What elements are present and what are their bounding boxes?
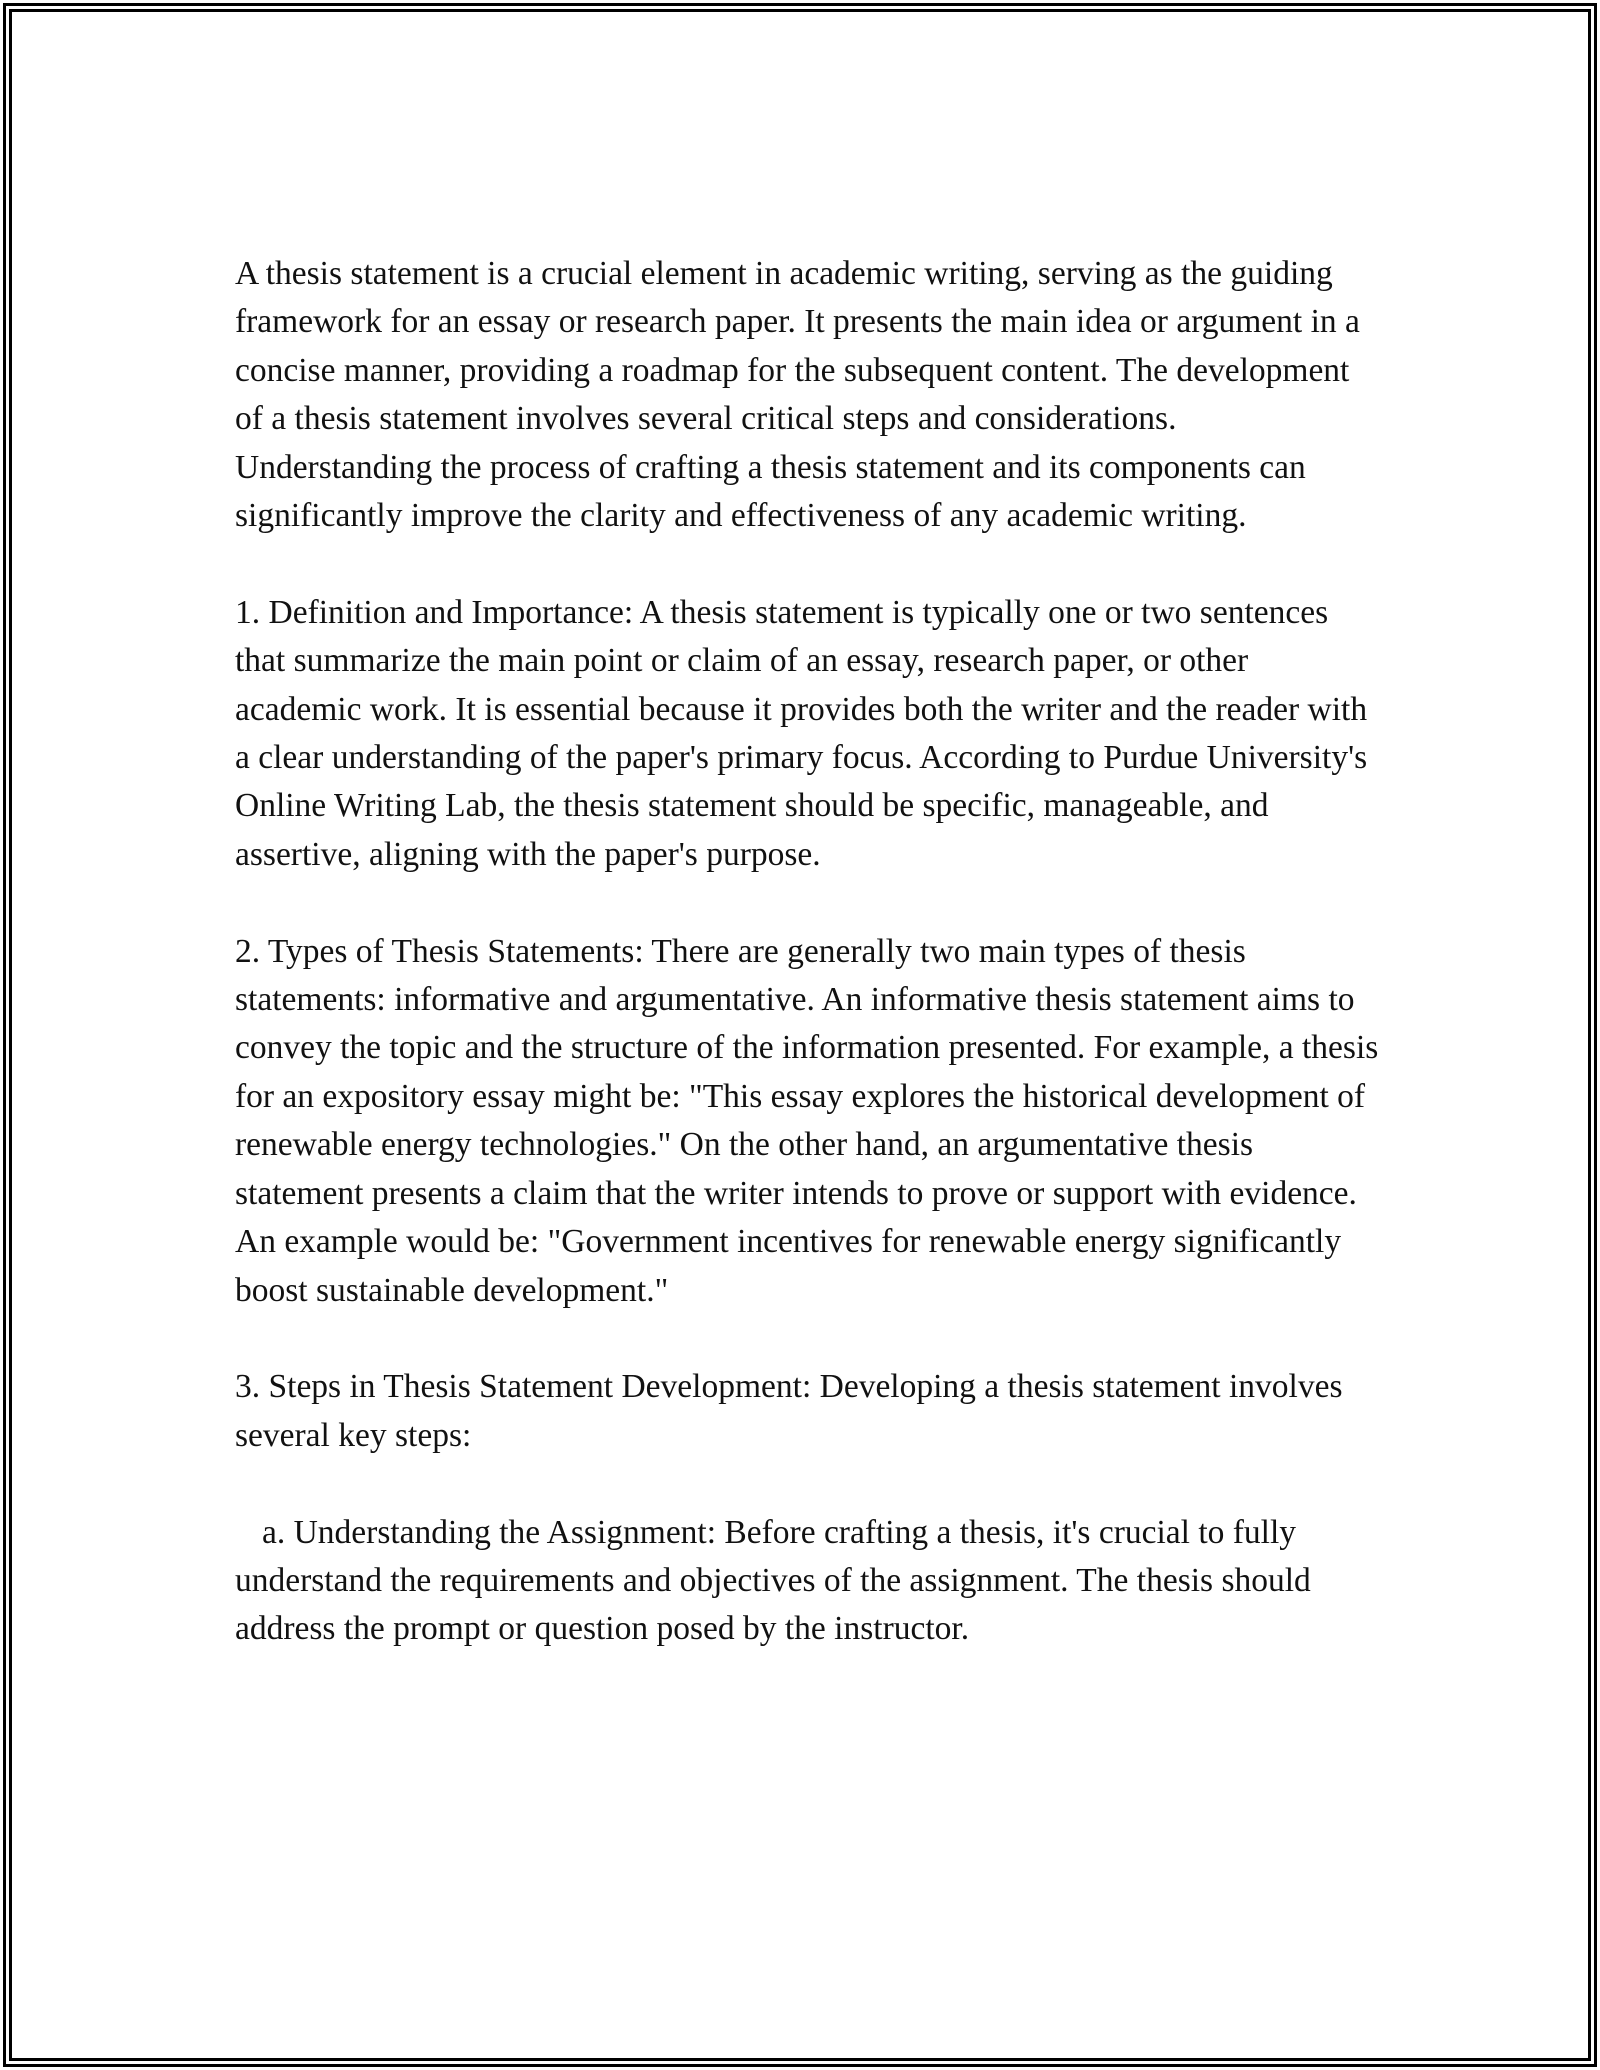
document-body [235, 250, 1380, 1702]
step-a-paragraph: a. Understanding the Assignment: Before crafting a thesis, it's crucial to fully understand the requirements and objectives of the assignment. The thesis should address the prompt or question posed by the instructor. [235, 1513, 1311, 1648]
steps-paragraph: 3. Steps in Thesis Statement Development: Developing a thesis statement involves several key steps: [235, 1368, 1343, 1454]
definition-paragraph: 1. Definition and Importance: A thesis statement is typically one or two sentences that summarize the main point or claim of an essay, research paper, or other academic work. It is essential because it provides both the writer and the reader with a clear understanding of the paper's primary focus. According to Purdue University's Online Writing Lab, the thesis statement should be specific, manageable, and assertive, aligning with the paper's purpose. [235, 593, 1368, 873]
types-paragraph: 2. Types of Thesis Statements: There are generally two main types of thesis statements: informative and argumentative. An informative thesis statement aims to convey the topic and the structure of the information presented. For example, a thesis for an expository essay might be: "This essay explores the historical development of renewable energy technologies." On the other hand, an argumentative thesis statement presents a claim that the writer intends to prove or support with evidence. An example would be: "Government incentives for renewable energy significantly boost sustainable development." [235, 932, 1379, 1309]
intro-paragraph: A thesis statement is a crucial element in academic writing, serving as the guiding framework for an essay or research paper. It presents the main idea or argument in a concise manner, providing a roadmap for the subsequent content. The development of a thesis statement involves several critical steps and considerations. Understanding the process of crafting a thesis statement and its components can significantly improve the clarity and effectiveness of any academic writing. [235, 255, 1360, 535]
